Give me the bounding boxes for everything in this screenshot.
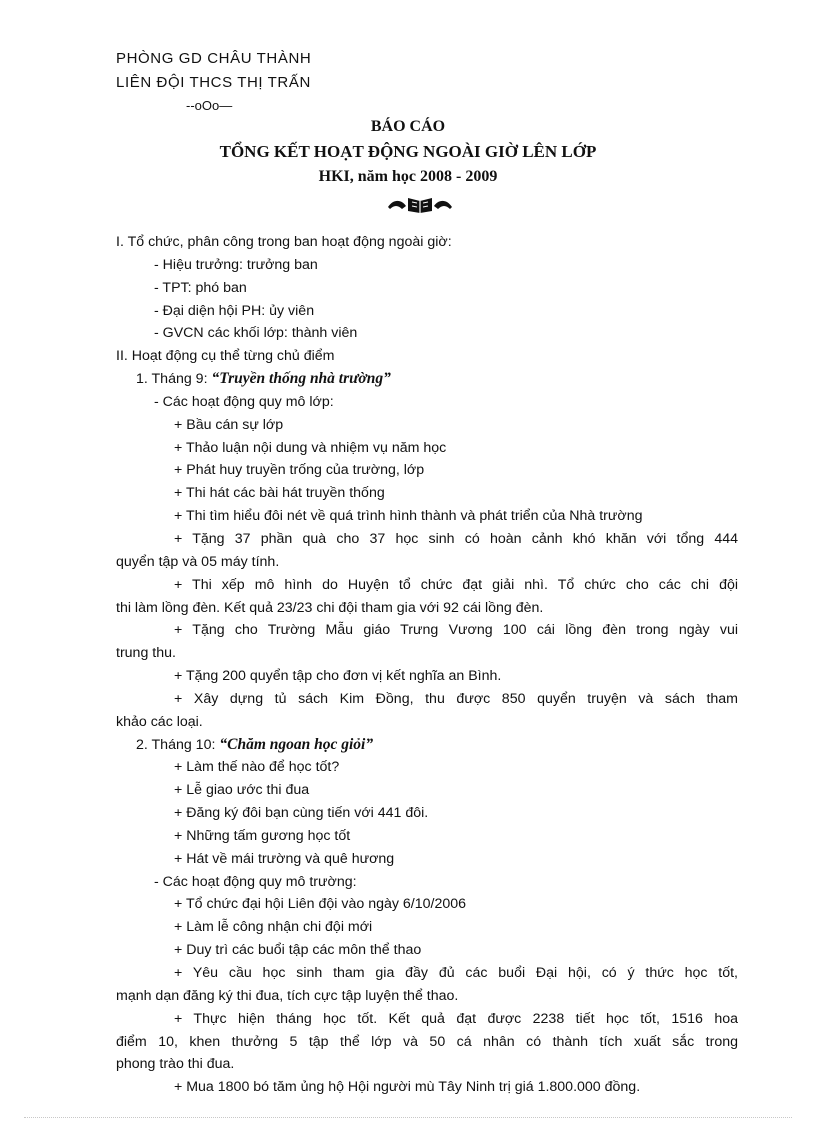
- list-item: + Làm lễ công nhận chi đội mới: [174, 919, 373, 936]
- paragraph-line: trung thu.: [116, 645, 176, 662]
- paragraph-line: thi làm lồng đèn. Kết quả 23/23 chi đội tham gia với 92 cái lồng đèn.: [116, 599, 544, 616]
- paragraph-line: khảo các loại.: [116, 713, 203, 730]
- class-scale-heading: - Các hoạt động quy mô lớp:: [154, 393, 334, 410]
- month10-heading: 2. Tháng 10: “Chăm ngoan học giỏi”: [136, 735, 374, 753]
- list-item: + Tặng 200 quyển tập cho đơn vị kết nghĩa an Bình.: [174, 668, 502, 685]
- list-item: - Đại diện hội PH: ủy viên: [154, 302, 315, 319]
- list-item: + Làm thế nào để học tốt?: [174, 759, 340, 776]
- paragraph-line: + Yêu cầu học sinh tham gia đầy đủ các buổi Đại hội, có ý thức học tốt,: [174, 965, 738, 981]
- paragraph-line: + Xây dựng tủ sách Kim Đồng, thu được 850 quyển truyện và sách tham: [174, 690, 738, 707]
- paragraph-line: + Tặng 37 phần quà cho 37 học sinh có hoàn cảnh khó khăn với tổng 444: [174, 530, 738, 547]
- list-item: + Thảo luận nội dung và nhiệm vụ năm học: [174, 439, 447, 456]
- report-body: [116, 231, 738, 1099]
- list-item: + Bầu cán sự lớp: [174, 416, 284, 433]
- list-item: - GVCN các khối lớp: thành viên: [154, 325, 358, 342]
- month9-heading: 1. Tháng 9: “Truyền thống nhà trường”: [136, 370, 391, 388]
- page-bottom-divider: [24, 1117, 792, 1118]
- school-scale-heading: - Các hoạt động quy mô trường:: [154, 873, 357, 890]
- list-item: + Lễ giao ước thi đua: [174, 782, 310, 799]
- list-item: + Tổ chức đại hội Liên đội vào ngày 6/10/2006: [174, 896, 467, 913]
- list-item: + Duy trì các buổi tập các môn thể thao: [174, 942, 422, 959]
- month9-theme: “Truyền thống nhà trường”: [211, 370, 391, 388]
- month10-theme: “Chăm ngoan học giỏi”: [219, 735, 374, 753]
- list-item: - TPT: phó ban: [154, 279, 247, 296]
- list-item: + Thi tìm hiểu đôi nét về quá trình hình thành và phát triển của Nhà trường: [174, 508, 643, 525]
- department-name: PHÒNG GD CHÂU THÀNH: [116, 50, 312, 67]
- section1-heading: I. Tổ chức, phân công trong ban hoạt động ngoài giờ:: [116, 234, 452, 250]
- school-year: HKI, năm học 2008 - 2009: [318, 168, 498, 185]
- paragraph-line: + Tặng cho Trường Mẫu giáo Trưng Vương 100 cái lồng đèn trong ngày vui: [174, 622, 738, 639]
- report-subtitle: TỔNG KẾT HOẠT ĐỘNG NGOÀI GIỜ LÊN LỚP: [219, 142, 597, 161]
- list-item: - Hiệu trưởng: trưởng ban: [154, 256, 318, 273]
- paragraph-line: điểm 10, khen thưởng 5 tập thể lớp và 50 cá nhân có thành tích xuất sắc trong: [116, 1033, 738, 1050]
- paragraph-line: + Thực hiện tháng học tốt. Kết quả đạt được 2238 tiết học tốt, 1516 hoa: [174, 1010, 738, 1027]
- header-divider: --oOo—: [186, 98, 233, 113]
- list-item: + Phát huy truyền trống của trường, lớp: [174, 462, 425, 479]
- book-ornament-icon: [384, 192, 456, 214]
- list-item: + Mua 1800 bó tăm ủng hộ Hội người mù Tây Ninh trị giá 1.800.000 đồng.: [174, 1079, 641, 1096]
- section2-heading: II. Hoạt động cụ thể từng chủ điểm: [116, 348, 335, 365]
- paragraph-line: phong trào thi đua.: [116, 1056, 235, 1073]
- list-item: + Hát về mái trường và quê hương: [174, 850, 395, 867]
- paragraph-line: quyển tập và 05 máy tính.: [116, 553, 280, 570]
- report-title: BÁO CÁO: [370, 118, 446, 135]
- list-item: + Đăng ký đôi bạn cùng tiến với 441 đôi.: [174, 805, 429, 822]
- list-item: + Thi hát các bài hát truyền thống: [174, 485, 385, 502]
- paragraph-line: + Thi xếp mô hình do Huyện tổ chức đạt giải nhì. Tổ chức cho các chi đội: [174, 576, 738, 593]
- list-item: + Những tấm gương học tốt: [174, 827, 351, 844]
- school-union-name: LIÊN ĐỘI THCS THỊ TRẤN: [116, 74, 311, 91]
- paragraph-line: mạnh dạn đăng ký thi đua, tích cực tập luyện thể thao.: [116, 987, 459, 1004]
